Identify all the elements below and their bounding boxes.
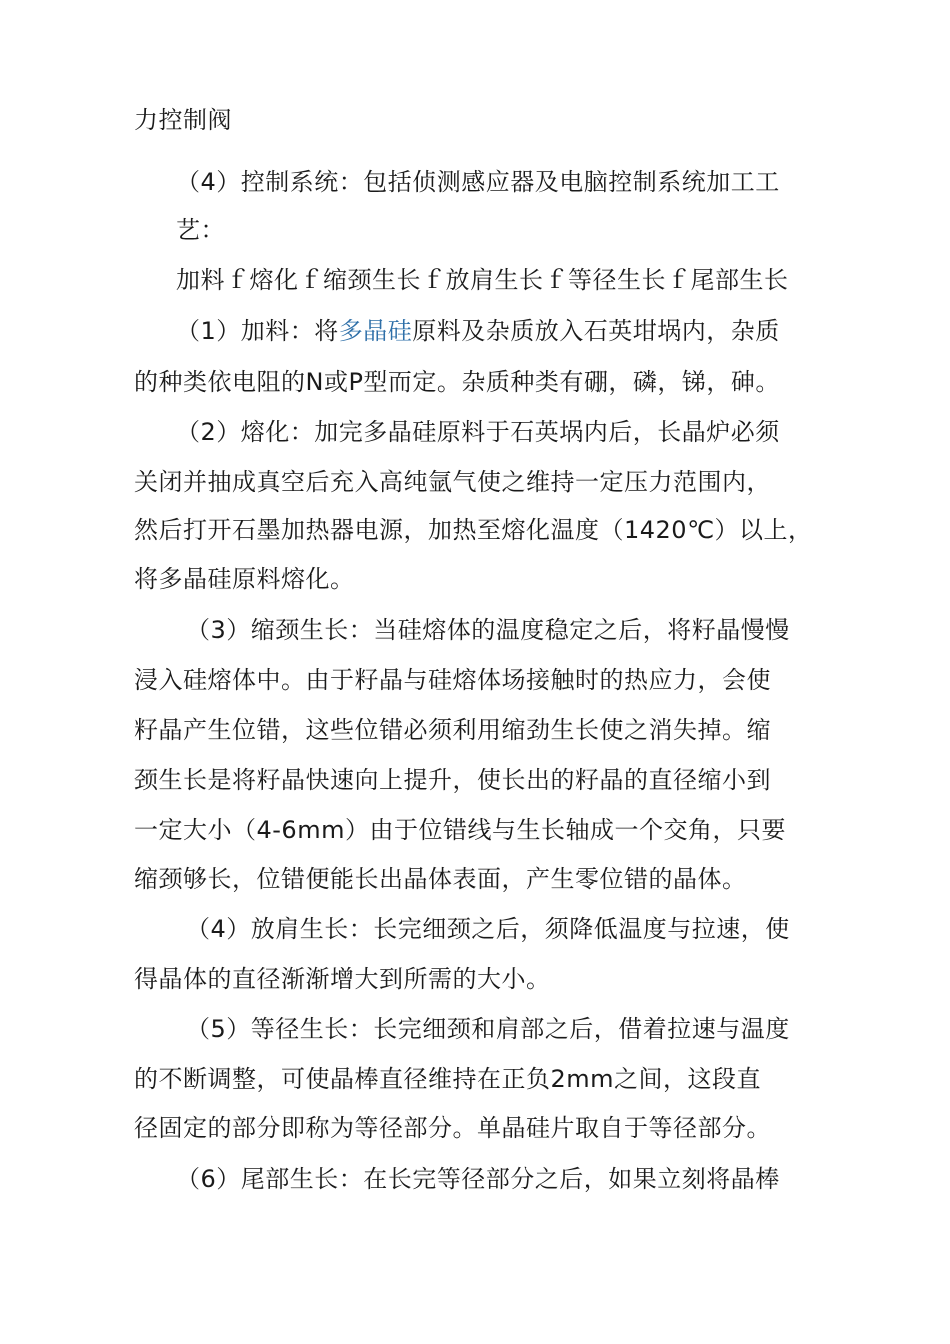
text-line: 的种类依电阻的N或P型而定。杂质种类有硼，磷，锑，砷。 [134,368,780,396]
text-line: （5）等径生长：长完细颈和肩部之后，借着拉速与温度 [186,1015,790,1043]
text-line: 径固定的部分即称为等径部分。单晶硅片取自于等径部分。 [134,1114,771,1142]
text-line: 缩颈够长，位错便能长出晶体表面，产生零位错的晶体。 [134,865,747,893]
text-line: （4）放肩生长：长完细颈之后，须降低温度与拉速，使 [186,915,790,943]
text-line: 的不断调整，可使晶棒直径维持在正负2mm之间，这段直 [134,1065,762,1093]
text-line [176,315,780,347]
text-line: （3）缩颈生长：当硅熔体的温度稳定之后，将籽晶慢慢 [186,616,790,644]
text-segment: 原料及杂质放入石英坩埚内，杂质 [412,317,780,345]
text-line: 将多晶硅原料熔化。 [134,565,355,593]
text-line: （2）熔化：加完多晶硅原料于石英埚内后，长晶炉必须 [176,418,780,446]
text-line: 得晶体的直径渐渐增大到所需的大小。 [134,965,551,993]
text-line: 籽晶产生位错，这些位错必须利用缩劲生长使之消失掉。缩 [134,716,771,744]
text-line: 然后打开石墨加热器电源，加热至熔化温度（1420℃）以上， [134,516,813,544]
text-line: 一定大小（4-6mm）由于位错线与生长轴成一个交角，只要 [134,816,786,844]
polysilicon-link[interactable]: 多晶硅 [338,317,413,345]
text-line: 加料ｆ熔化ｆ缩颈生长ｆ放肩生长ｆ等径生长ｆ尾部生长 [176,266,789,294]
text-segment: （1）加料：将 [176,317,339,345]
text-line: 关闭并抽成真空后充入高纯氩气使之维持一定压力范围内， [134,468,771,496]
text-line: 艺： [176,216,225,244]
text-line: （6）尾部生长：在长完等径部分之后，如果立刻将晶棒 [176,1165,780,1193]
text-line: 浸入硅熔体中。由于籽晶与硅熔体场接触时的热应力，会使 [134,666,771,694]
text-line: （4）控制系统：包括侦测感应器及电脑控制系统加工工 [176,168,780,196]
text-line: 力控制阀 [134,106,232,134]
text-line: 颈生长是将籽晶快速向上提升，使长出的籽晶的直径缩小到 [134,766,771,794]
